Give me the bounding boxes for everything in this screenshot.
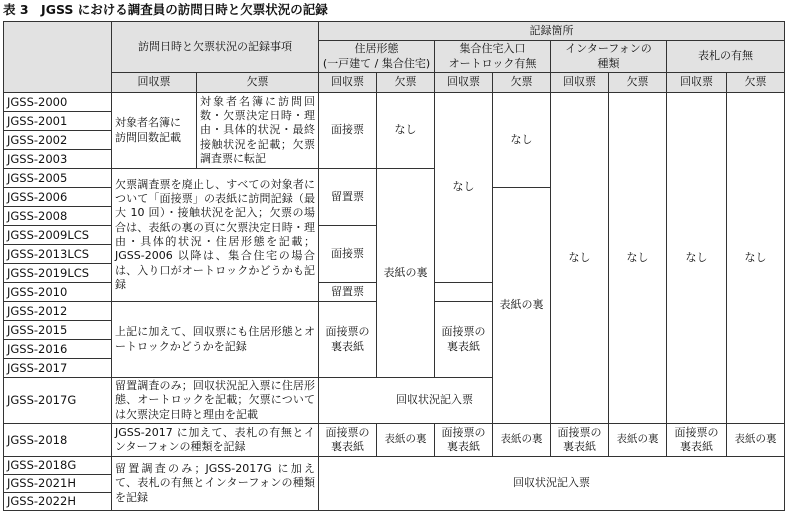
apartment-returned-cell: 面接票の 裏表紙: [435, 302, 493, 378]
intercom-returned-cell: なし: [551, 93, 609, 424]
survey-label: JGSS-2019LCS: [4, 264, 112, 283]
survey-label: JGSS-2016: [4, 340, 112, 359]
header-returned: 回収票: [435, 73, 493, 93]
corner-cell: [4, 22, 112, 93]
header-missing: 欠票: [493, 73, 551, 93]
g2018-description-cell: 留置調査のみ；JGSS-2017G に加えて、表札の有無とインターフォンの種類を記録: [112, 457, 319, 511]
g2017-description-cell: 留置調査のみ；回収状況記入票に住居形態、オートロックを記載；欠票については欠票決定日時と理由を記載: [112, 378, 319, 424]
intercom-missing-cell: 表紙の裏: [609, 424, 667, 457]
survey-label: JGSS-2022H: [4, 493, 112, 511]
header-missing: 欠票: [727, 73, 785, 93]
survey-label: JGSS-2006: [4, 188, 112, 207]
apartment-returned-cell: なし: [435, 93, 493, 283]
survey-label: JGSS-2005: [4, 169, 112, 188]
survey-label: JGSS-2000: [4, 93, 112, 112]
mid-description-cell: 欠票調査票を廃止し、すべての対象者について「面接票」の表紙に訪問記録（最大 10 回）・接触状況を記入；欠票の場合は、表紙の裏の頁に欠票決定日時・理由・具体的状況・住居形態を記載；JGSS-2006 以降は、集合住宅の場合は、入り口がオートロックかどうかも記録: [112, 169, 319, 302]
survey-label: JGSS-2018: [4, 424, 112, 457]
header-visit-group: 訪問日時と欠票状況の記録事項: [112, 22, 319, 73]
header-returned: 回収票: [551, 73, 609, 93]
header-missing: 欠票: [377, 73, 435, 93]
intercom-returned-cell: 面接票の 裏表紙: [551, 424, 609, 457]
survey-label: JGSS-2008: [4, 207, 112, 226]
y2018-description-cell: JGSS-2017 に加えて、表札の有無とインターフォンの種類を記録: [112, 424, 319, 457]
header-housing-type: 住居形態 (一戸建て / 集合住宅): [319, 41, 435, 73]
nameplate-missing-cell: なし: [727, 93, 785, 424]
survey-label: JGSS-2017: [4, 359, 112, 378]
apartment-missing-cell: 表紙の裏: [493, 424, 551, 457]
apartment-missing-cell: なし: [493, 93, 551, 188]
survey-label: JGSS-2001: [4, 112, 112, 131]
header-location-group: 記録箇所: [319, 22, 785, 41]
housing-returned-cell: 留置票: [319, 169, 377, 226]
survey-label: JGSS-2002: [4, 131, 112, 150]
header-intercom: インターフォンの 種類: [551, 41, 667, 73]
header-returned: 回収票: [319, 73, 377, 93]
g2018-location-cell: 回収状況記入票: [319, 457, 785, 511]
header-returned: 回収票: [667, 73, 727, 93]
intercom-missing-cell: なし: [609, 93, 667, 424]
header-missing: 欠票: [197, 73, 319, 93]
survey-label: JGSS-2003: [4, 150, 112, 169]
apartment-missing-cell: 表紙の裏: [493, 188, 551, 424]
housing-missing-cell: 表紙の裏: [377, 424, 435, 457]
g2017-location-cell: 回収状況記入票: [319, 378, 551, 424]
survey-label: JGSS-2010: [4, 283, 112, 302]
housing-missing-cell: なし: [377, 93, 435, 169]
survey-label: JGSS-2021H: [4, 475, 112, 493]
survey-label: JGSS-2012: [4, 302, 112, 321]
early-missing-cell: 対象者名簿に訪問回数・欠票決定日時・理由・具体的状況・最終接触状況を記載；欠票調査票に転記: [197, 93, 319, 169]
nameplate-returned-cell: なし: [667, 93, 727, 424]
visit-record-table: [3, 21, 785, 511]
survey-label: JGSS-2013LCS: [4, 245, 112, 264]
nameplate-returned-cell: 面接票の 裏表紙: [667, 424, 727, 457]
header-apartment-entrance: 集合住宅入口 オートロック有無: [435, 41, 551, 73]
header-missing: 欠票: [609, 73, 667, 93]
housing-returned-cell: 面接票: [319, 226, 377, 283]
table-title: 表 3 JGSS における調査員の訪問日時と欠票状況の記録: [3, 2, 328, 17]
survey-label: JGSS-2009LCS: [4, 226, 112, 245]
early-returned-cell: 対象者名簿に 訪問回数記載: [112, 93, 197, 169]
nameplate-missing-cell: 表紙の裏: [727, 424, 785, 457]
housing-missing-cell: 表紙の裏: [377, 169, 435, 378]
housing-returned-cell: 面接票の 裏表紙: [319, 302, 377, 378]
header-nameplate: 表札の有無: [667, 41, 785, 73]
header-returned: 回収票: [112, 73, 197, 93]
housing-returned-cell: 面接票: [319, 93, 377, 169]
survey-label: JGSS-2018G: [4, 457, 112, 475]
late-description-cell: 上記に加えて、回収票にも住居形態とオートロックかどうかを記録: [112, 302, 319, 378]
housing-returned-cell: 面接票の 裏表紙: [319, 424, 377, 457]
survey-label: JGSS-2017G: [4, 378, 112, 424]
survey-label: JGSS-2015: [4, 321, 112, 340]
housing-returned-cell: 留置票: [319, 283, 377, 302]
apartment-returned-cell: 面接票の 裏表紙: [435, 424, 493, 457]
